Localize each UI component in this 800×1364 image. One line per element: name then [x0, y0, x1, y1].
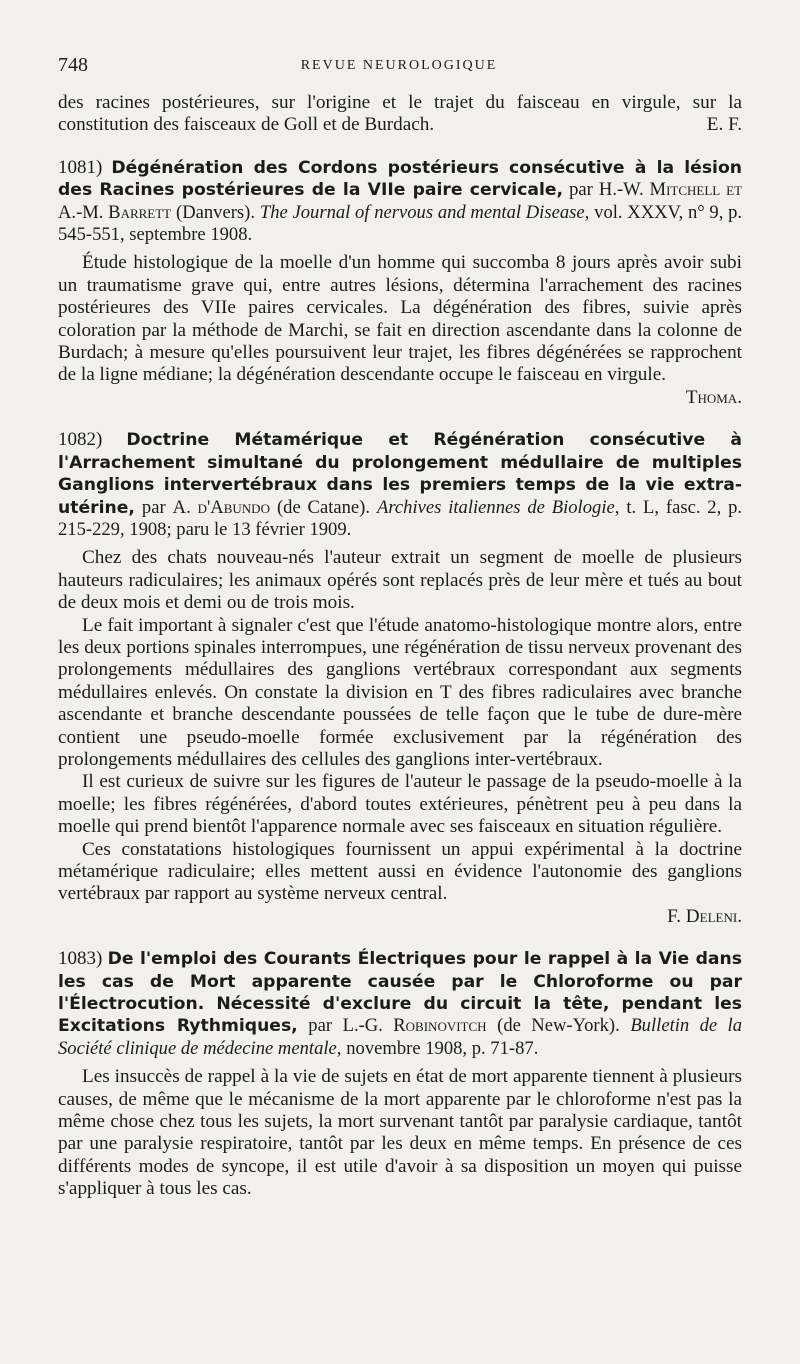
running-head: REVUE NEUROLOGIQUE [300, 58, 498, 73]
article-title: Dégénération des Cordons postérieurs consécutive à la lésion des Racines postérieures de la VIIe paire cervicale, [58, 157, 742, 201]
article-authors: L.-G. Robinovitch [342, 1015, 487, 1037]
article-details: t. L, fasc. 2, p. 215-229, 1908; paru le 13 février 1909. [58, 496, 743, 540]
article-number: 1083) [58, 948, 103, 970]
article-journal: Bulletin de la Société clinique de médecine mentale, [58, 1015, 743, 1059]
by-word: par [141, 496, 166, 518]
article-place: (Danvers). [176, 201, 255, 223]
article-abstract [58, 547, 742, 928]
article-place: (de New-York). [497, 1015, 620, 1037]
article-journal: Archives italiennes de Biologie, [377, 496, 620, 518]
signature: E. F. [706, 114, 742, 136]
article-authors: H.-W. Mitchell et A.-M. Barrett [58, 179, 743, 223]
article-journal: The Journal of nervous and mental Disease, [259, 201, 590, 223]
article-details: novembre 1908, p. 71-87. [346, 1037, 539, 1059]
by-word: par [569, 179, 593, 201]
article-details: vol. XXXV, n° 9, p. 545-551, septembre 1908. [58, 201, 743, 246]
abstract-paragraph: Les insuccès de rappel à la vie de sujets en état de mort apparente tiennent à plusieurs causes, de même que le mécanisme de la mort apparente par le chloroforme n'est pas la même chose chez tous les sujets, la mort survenant tantôt par paralysie cardiaque, tantôt par une paralysie respiratoire, tantôt par les deux en même temps. En présence de ces différents modes de syncope, il est utile d'avoir à sa disposition un moyen qui puisse s'appliquer à tous les cas. [58, 1066, 742, 1200]
by-word: par [308, 1015, 333, 1037]
article-1081 [58, 157, 742, 409]
abstract-paragraph: Ces constatations histologiques fournissent un appui expérimental à la doctrine métamérique radiculaire; elles mettent aussi en évidence l'autonomie des ganglions vertébraux par rapport au système nerveux central. [58, 838, 742, 905]
signature: F. Deleni. [667, 905, 742, 927]
article-authors: A. d'Abundo [172, 496, 270, 518]
article-1082 [58, 429, 742, 928]
article-title: Doctrine Métamérique et Régénération consécutive à l'Arrachement simultané du prolongement médullaire de multiples Ganglions intervertébraux dans les premiers temps de la vie extra-utérine, [58, 430, 742, 518]
article-number: 1082) [58, 429, 103, 451]
page-header [58, 54, 740, 82]
article-abstract [58, 1066, 742, 1200]
page-body [58, 92, 742, 1201]
abstract-paragraph: Il est curieux de suivre sur les figures de l'auteur le passage de la pseudo-moelle à la moelle; les fibres régénérées, d'abord toutes extérieures, pénètrent peu à peu dans la moelle qui prend bientôt l'apparence normale avec ses faisceaux en situation régulière. [58, 771, 742, 838]
abstract-paragraph: Le fait important à signaler c'est que l'étude anatomo-histologique montre alors, entre les deux portions spinales interrompues, une régénération de tissu nerveux provenant des prolongements médullaires des ganglions vertébraux correspondant aux segments médullaires enlevés. On constate la division en T des fibres radiculaires avec branche ascendante et branche descendante poussées de telle façon que le tube de dure-mère contient une pseudo-moelle formée exclusivement par la régénération des prolongements médullaires des cellules des ganglions inter-vertébraux. [58, 614, 742, 770]
article-1083 [58, 948, 742, 1200]
abstract-paragraph: Chez des chats nouveau-nés l'auteur extrait un segment de moelle de plusieurs hauteurs radiculaires; les animaux opérés sont replacés près de leur mère et tués au bout de deux mois et demi ou de trois mois. [58, 547, 742, 614]
page-number: 748 [58, 54, 88, 76]
continued-abstract [58, 92, 742, 137]
article-heading [58, 157, 742, 247]
article-number: 1081) [58, 156, 103, 178]
article-title: De l'emploi des Courants Électriques pour le rappel à la Vie dans les cas de Mort apparente causée par le Chloroforme ou par l'Électrocution. Nécessité d'exclure du circuit la tête, pendant les Excitations Rythmiques, [58, 949, 742, 1037]
signature: Thoma. [685, 386, 742, 408]
article-heading [58, 948, 742, 1060]
article-abstract [58, 252, 742, 409]
abstract-paragraph: Étude histologique de la moelle d'un homme qui succomba 8 jours après avoir subi un traumatisme grave qui, entre autres lésions, détermina l'arrachement des racines postérieures des VIIe paires cervicales. La dégénération des fibres, suivie après coloration par la méthode de Marchi, se fait en direction ascendante dans la colonne de Burdach; à mesure qu'elles poursuivent leur trajet, les fibres dégénérées se rapprochent de la ligne médiane; la dégénération descendante occupe le faisceau en virgule. Thoma. [58, 252, 742, 408]
article-place: (de Catane). [276, 496, 371, 518]
article-heading [58, 429, 742, 541]
continued-text: des racines postérieures, sur l'origine et le trajet du faisceau en virgule, sur la constitution des faisceaux de Goll et de Burdach. [58, 92, 742, 136]
